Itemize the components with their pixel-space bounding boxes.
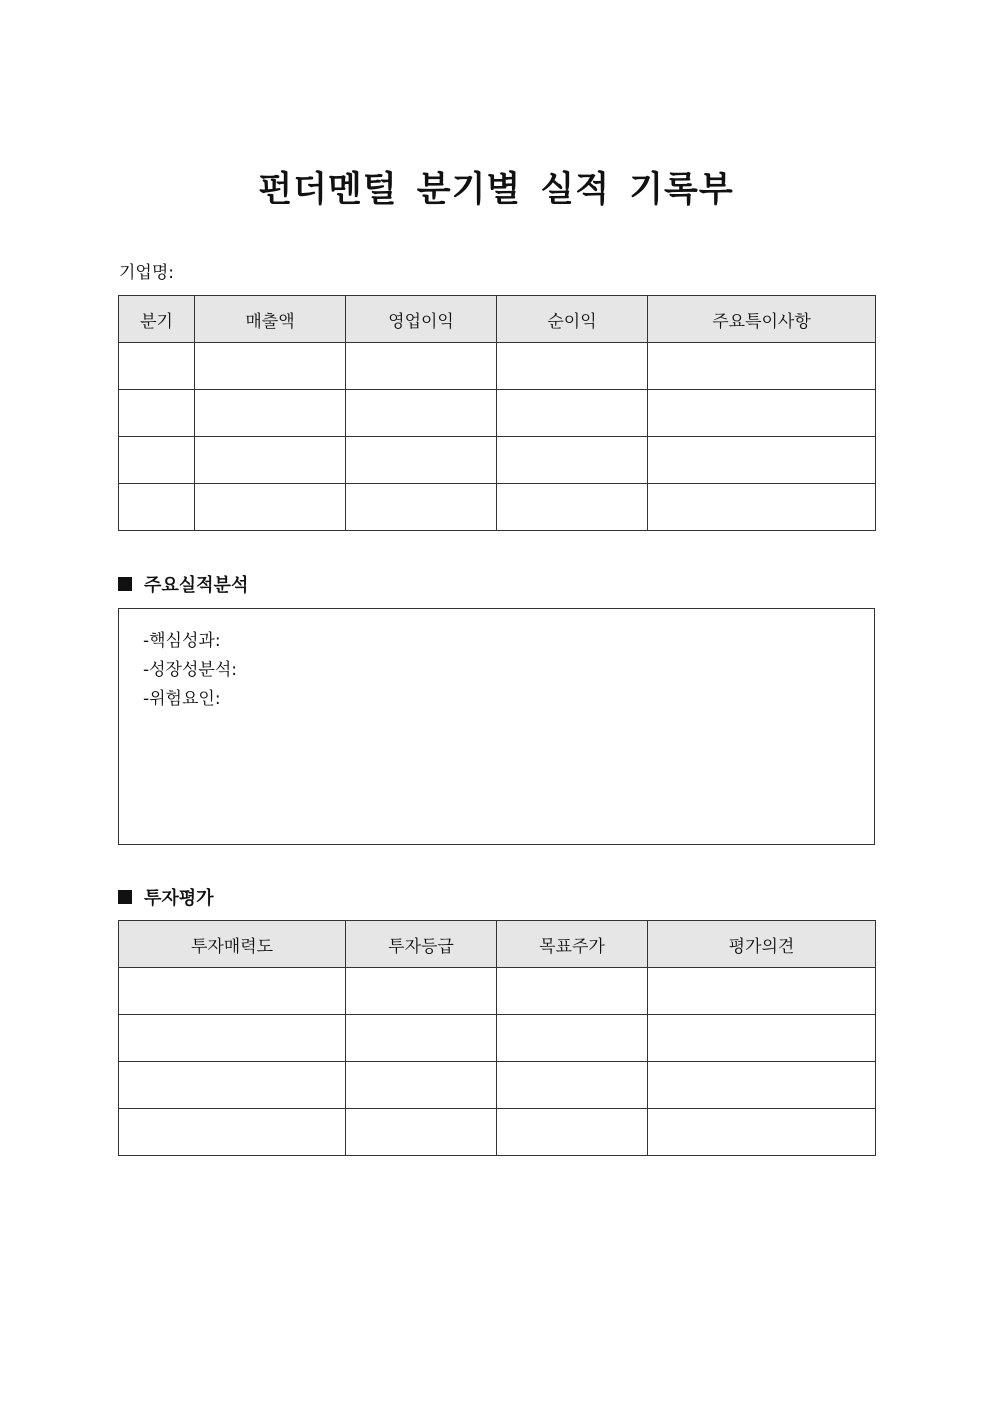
header-target-price: 목표주가: [497, 921, 648, 968]
growth-analysis-line: -성장성분석:: [143, 660, 237, 680]
table-cell[interactable]: [346, 1062, 497, 1109]
table-cell[interactable]: [119, 968, 346, 1015]
table-cell[interactable]: [119, 1062, 346, 1109]
table-header-row: [119, 296, 876, 343]
investment-evaluation-table: [118, 920, 876, 1156]
table-cell[interactable]: [346, 968, 497, 1015]
investment-heading-text: 투자평가: [144, 888, 214, 909]
table-cell[interactable]: [497, 437, 648, 484]
table-row: [119, 1062, 876, 1109]
table-row: [119, 1015, 876, 1062]
header-attractiveness: 투자매력도: [119, 921, 346, 968]
header-rating: 투자등급: [346, 921, 497, 968]
table-row: [119, 437, 876, 484]
table-cell[interactable]: [346, 484, 497, 531]
table-row: [119, 343, 876, 390]
header-notes: 주요특이사항: [648, 296, 876, 343]
header-quarter: 분기: [119, 296, 195, 343]
table-cell[interactable]: [346, 343, 497, 390]
table-cell[interactable]: [195, 343, 346, 390]
table-row: [119, 484, 876, 531]
table-row: [119, 390, 876, 437]
table-cell[interactable]: [346, 437, 497, 484]
analysis-section-heading: [118, 571, 248, 597]
table-cell[interactable]: [119, 484, 195, 531]
table-cell[interactable]: [119, 1015, 346, 1062]
table-cell[interactable]: [648, 484, 876, 531]
table-cell[interactable]: [346, 390, 497, 437]
analysis-box[interactable]: [118, 608, 875, 845]
table-cell[interactable]: [497, 484, 648, 531]
page-title: 펀더멘털 분기별 실적 기록부: [258, 170, 734, 210]
table-cell[interactable]: [195, 484, 346, 531]
header-revenue: 매출액: [195, 296, 346, 343]
quarterly-performance-table: [118, 295, 876, 531]
header-opinion: 평가의견: [648, 921, 876, 968]
table-row: [119, 1109, 876, 1156]
company-name-label: 기업명:: [119, 263, 174, 283]
table-cell[interactable]: [648, 437, 876, 484]
table-cell[interactable]: [648, 343, 876, 390]
table-cell[interactable]: [648, 1062, 876, 1109]
table-cell[interactable]: [195, 437, 346, 484]
table-cell[interactable]: [119, 390, 195, 437]
table-row: [119, 968, 876, 1015]
header-operating-profit: 영업이익: [346, 296, 497, 343]
square-bullet-icon: [118, 890, 132, 904]
table-cell[interactable]: [648, 390, 876, 437]
header-net-profit: 순이익: [497, 296, 648, 343]
table-cell[interactable]: [119, 343, 195, 390]
table-header-row: [119, 921, 876, 968]
investment-section-heading: [118, 884, 214, 910]
risk-factor-line: -위험요인:: [143, 689, 221, 709]
analysis-heading-text: 주요실적분석: [144, 575, 249, 596]
table-cell[interactable]: [119, 1109, 346, 1156]
key-achievement-line: -핵심성과:: [143, 631, 221, 651]
table-cell[interactable]: [497, 1062, 648, 1109]
table-cell[interactable]: [497, 968, 648, 1015]
table-cell[interactable]: [497, 390, 648, 437]
table-cell[interactable]: [346, 1015, 497, 1062]
table-cell[interactable]: [346, 1109, 497, 1156]
square-bullet-icon: [118, 577, 132, 591]
table-cell[interactable]: [497, 1109, 648, 1156]
table-cell[interactable]: [195, 390, 346, 437]
table-cell[interactable]: [648, 968, 876, 1015]
table-cell[interactable]: [648, 1015, 876, 1062]
table-cell[interactable]: [497, 343, 648, 390]
table-cell[interactable]: [119, 437, 195, 484]
table-cell[interactable]: [497, 1015, 648, 1062]
table-cell[interactable]: [648, 1109, 876, 1156]
